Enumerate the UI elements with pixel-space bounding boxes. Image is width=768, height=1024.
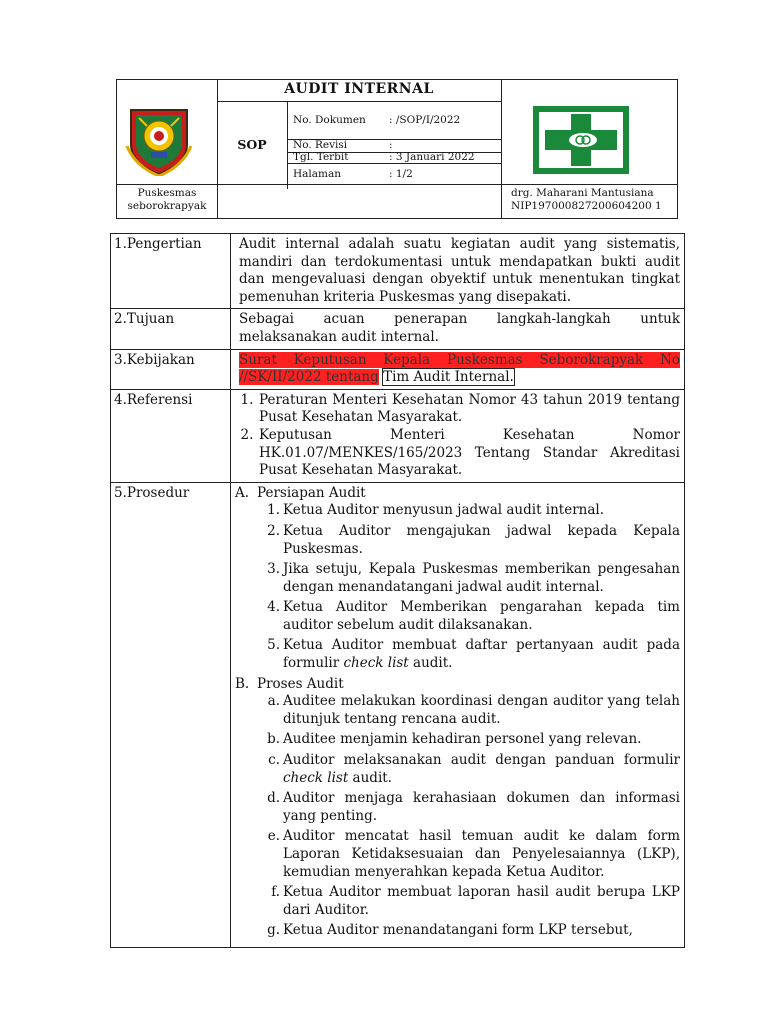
label-pengertian: 1.Pengertian <box>111 234 231 309</box>
procedure-step: 1. Ketua Auditor menyusun jadwal audit internal. <box>267 502 605 519</box>
row-referensi <box>111 389 685 482</box>
procedure-step: 4. Ketua Auditor Memberikan pengarahan kepada tim auditor sebelum audit dilaksanakan. <box>267 599 680 633</box>
field-label-dokumen: No. Dokumen <box>293 114 366 126</box>
field-label-terbit: Tgl. Terbit <box>293 151 349 163</box>
field-value-dokumen: : /SOP/I/2022 <box>389 114 461 126</box>
row-pengertian <box>111 234 685 309</box>
field-label-halaman: Halaman <box>293 168 342 180</box>
reference-item: 1. Peraturan Menteri Kesehatan Nomor 43 tahun 2019 tentang Pusat Kesehatan Masyarakat. <box>240 391 680 426</box>
regency-emblem-icon <box>125 106 193 176</box>
label-tujuan: 2.Tujuan <box>111 309 231 349</box>
puskesmas-cross-icon <box>531 104 631 176</box>
sop-label: SOP <box>237 137 267 152</box>
procedure-step: f. Ketua Auditor membuat laporan hasil audit berupa LKP dari Auditor. <box>271 884 680 918</box>
procedure-step: 2. Ketua Auditor mengajukan jadwal kepada Kepala Puskesmas. <box>267 522 680 557</box>
row-kebijakan <box>111 349 685 389</box>
field-value-terbit: : 3 Januari 2022 <box>389 151 475 163</box>
label-referensi: 4.Referensi <box>111 389 231 482</box>
sop-header <box>116 79 678 219</box>
procedure-step: a. Auditee melakukan koordinasi dengan auditor yang telah ditunjuk tentang rencana audit. <box>267 693 680 727</box>
text-pengertian: Audit internal adalah suatu kegiatan audit yang sistematis, mandiri dan terdokumentasi untuk mendapatkan bukti audit dan mengevaluasi dengan obyektif untuk menentukan tingkat pemenuhan kriteria Puskesmas yang disepakati. <box>231 234 685 309</box>
row-prosedur <box>111 482 685 947</box>
policy-title: Tim Audit Internal. <box>383 369 514 386</box>
label-kebijakan: 3.Kebijakan <box>111 349 231 389</box>
procedure-step: d. Auditor menjaga kerahasiaan dokumen dan informasi yang penting. <box>267 790 680 824</box>
procedure-group-b: B. Proses Audit <box>235 675 344 692</box>
field-value-halaman: : 1/2 <box>389 168 413 180</box>
signer-nip: NIP197000827200604200 1 <box>511 200 662 212</box>
procedure-step: g. Ketua Auditor menandatangani form LKP tersebut, <box>267 922 633 939</box>
org-name-line1: Puskesmas <box>137 187 197 199</box>
label-prosedur: 5.Prosedur <box>111 482 231 947</box>
row-tujuan <box>111 309 685 349</box>
procedure-step: b. Auditee menjamin kehadiran personel yang relevan. <box>267 731 642 748</box>
procedure-group-a: A. Persiapan Audit <box>235 484 366 501</box>
text-tujuan: Sebagai acuan penerapan langkah-langkah untuk melaksanakan audit internal. <box>231 309 685 349</box>
field-label-revisi: No. Revisi <box>293 139 348 151</box>
sop-content-table <box>110 233 685 948</box>
signer-name: drg. Maharani Mantusiana <box>511 187 654 199</box>
procedure-step: e. Auditor mencatat hasil temuan audit ke dalam form Laporan Ketidaksesuaian dan Penyelesaiannya (LKP), kemudian menyerahkan kepada Ketua Auditor. <box>267 828 680 880</box>
procedure-step: 5. Ketua Auditor membuat daftar pertanyaan audit pada formulir check list audit. <box>267 637 680 672</box>
field-value-revisi: : <box>389 139 393 151</box>
reference-item: 2. Keputusan Menteri Kesehatan Nomor HK.01.07/MENKES/165/2023 Tentang Standar Akreditasi Pusat Kesehatan Masyarakat. <box>240 426 680 479</box>
procedure-step: 3. Jika setuju, Kepala Puskesmas memberikan pengesahan dengan menandatangani jadwal audit internal. <box>267 561 680 595</box>
org-name-line2: seborokrapyak <box>127 200 207 212</box>
procedure-step: c. Auditor melaksanakan audit dengan panduan formulir check list audit. <box>268 752 680 786</box>
document-title: AUDIT INTERNAL <box>284 81 434 97</box>
policy-highlight: Surat Keputusan Kepala Puskesmas Seborokrapyak No //SK/II/2022 tentang <box>239 351 680 386</box>
